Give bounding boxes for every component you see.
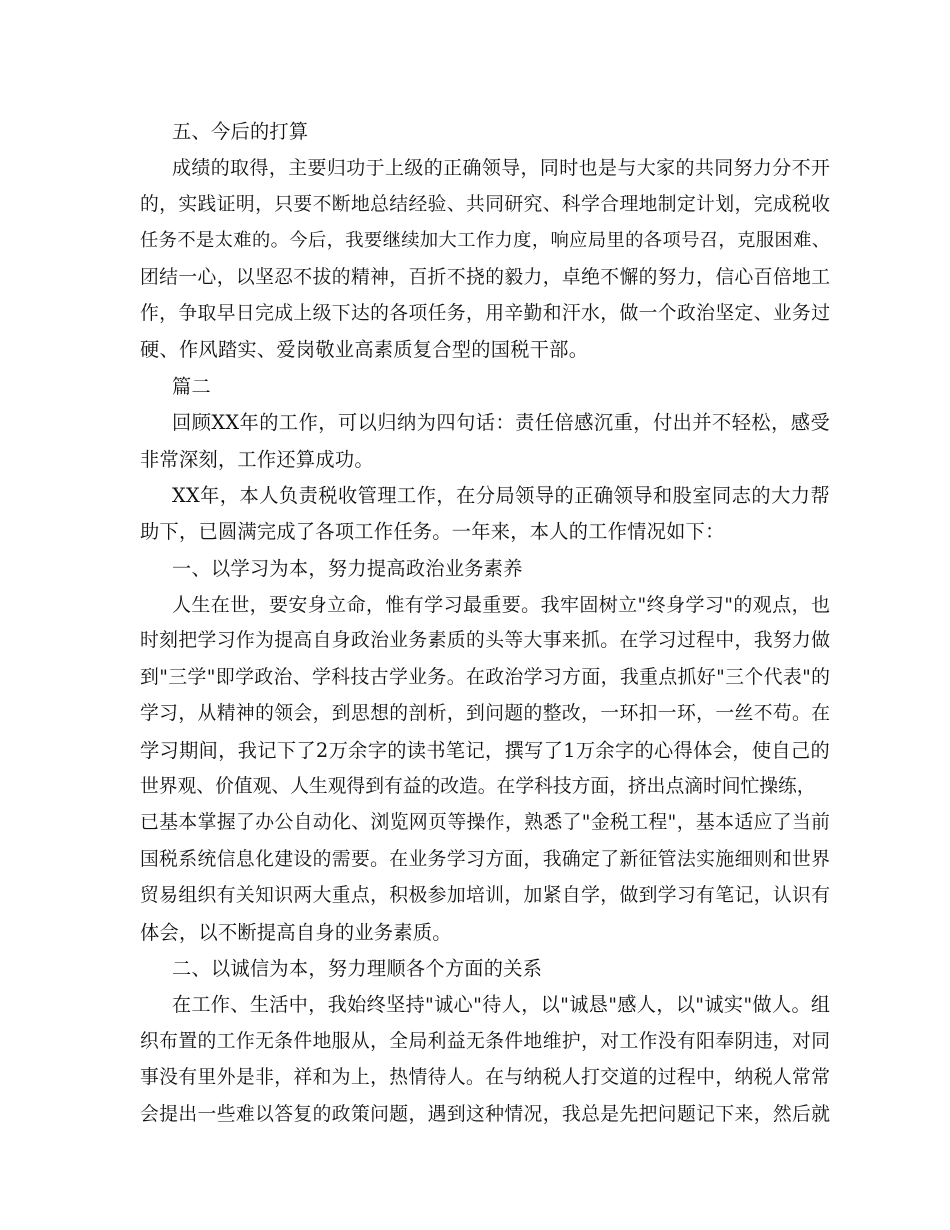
heading-integrity: 二、以诚信为本，努力理顺各个方面的关系 [172, 956, 543, 980]
paragraph-line: 人生在世，要安身立命，惟有学习最重要。我牢固树立"终身学习"的观点，也 [172, 594, 830, 617]
paragraph-line: 事没有里外是非，祥和为上，热情待人。在与纳税人打交道的过程中，纳税人常常 [140, 1067, 830, 1089]
paragraph-line: 已基本掌握了办公自动化、浏览网页等操作，熟悉了"金税工程"，基本适应了当前 [140, 812, 830, 834]
heading-study: 一、以学习为本，努力提高政治业务素养 [172, 556, 523, 580]
paragraph-line: 织布置的工作无条件地服从，全局利益无条件地维护，对工作没有阳奉阴违，对同 [140, 1030, 830, 1052]
paragraph-line: 助下，已圆满完成了各项工作任务。一年来，本人的工作情况如下： [140, 520, 725, 544]
paragraph-line: 非常深刻，工作还算成功。 [140, 447, 374, 471]
paragraph-line: 成绩的取得，主要归功于上级的正确领导，同时也是与大家的共同努力分不开 [172, 157, 830, 180]
paragraph-line: 国税系统信息化建设的需要。在业务学习方面，我确定了新征管法实施细则和世界 [140, 848, 830, 870]
paragraph-line: 的，实践证明，只要不断地总结经验、共同研究、科学合理地制定计划，完成税收 [140, 193, 830, 215]
paragraph-line: 世界观、价值观、人生观得到有益的改造。在学科技方面，挤出点滴时间忙操练， [140, 776, 816, 798]
paragraph-line: 到"三学"即学政治、学科技古学业务。在政治学习方面，我重点抓好"三个代表"的 [140, 666, 830, 688]
paragraph-line: 硬、作风踏实、爱岗敬业高素质复合型的国税干部。 [140, 338, 589, 362]
paragraph-line: 在工作、生活中，我始终坚持"诚心"待人，以"诚恳"感人，以"诚实"做人。组 [172, 994, 830, 1017]
paragraph-line: 回顾XX年的工作，可以归纳为四句话：责任倍感沉重，付出并不轻松，感受 [172, 411, 830, 435]
paragraph-line: 会提出一些难以答复的政策问题，遇到这种情况，我总是先把问题记下来，然后就 [140, 1103, 830, 1125]
paragraph-line: 贸易组织有关知识两大重点，积极参加培训，加紧自学，做到学习有笔记，认识有 [140, 885, 830, 907]
document-body [140, 114, 830, 1133]
paragraph-line: 学习期间，我记下了2万余字的读书笔记，撰写了1万余字的心得体会，使自己的 [140, 738, 830, 762]
paragraph-line: 时刻把学习作为提高自身政治业务素质的头等大事来抓。在学习过程中，我努力做 [140, 630, 830, 652]
paragraph-line: XX年，本人负责税收管理工作，在分局领导的正确领导和股室同志的大力帮 [172, 483, 830, 507]
paragraph-line: 学习，从精神的领会，到思想的剖析，到问题的整改，一环扣一环，一丝不苟。在 [140, 703, 830, 725]
heading-future-plans: 五、今后的打算 [172, 120, 309, 143]
paragraph-line: 作，争取早日完成上级下达的各项任务，用辛勤和汗水，做一个政治坚定、业务过 [140, 302, 830, 324]
paragraph-line: 体会，以不断提高自身的业务素质。 [140, 920, 452, 944]
section-title-part-two: 篇二 [172, 374, 211, 398]
paragraph-line: 团结一心，以坚忍不拔的精神，百折不挠的毅力，卓绝不懈的努力，信心百倍地工 [140, 266, 830, 288]
paragraph-line: 任务不是太难的。今后，我要继续加大工作力度，响应局里的各项号召，克服困难、 [140, 230, 830, 252]
